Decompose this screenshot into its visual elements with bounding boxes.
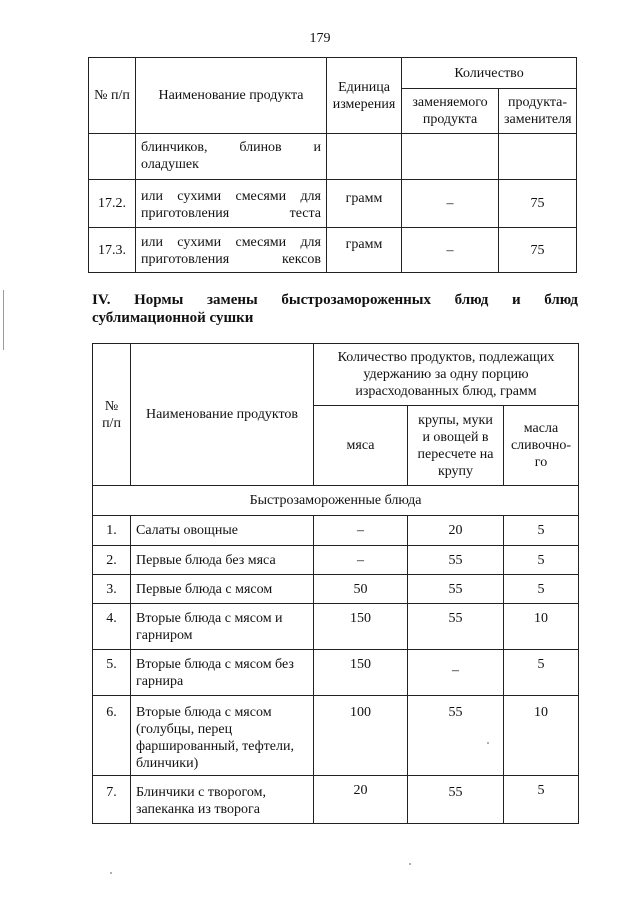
col-header-num: № п/п: [93, 344, 131, 486]
cell-replaced: [402, 134, 499, 180]
col-header-replaced: заменяемого продукта: [402, 89, 499, 134]
cell-num: 5.: [93, 650, 131, 696]
cell-meat: 150: [314, 650, 408, 696]
cell-butter: 5: [504, 650, 579, 696]
col-header-grain: крупы, муки и овощей в пересчете на крупу: [408, 406, 504, 486]
cell-substitute: [499, 134, 577, 180]
cell-name: Салаты овощные: [131, 516, 314, 546]
cell-num: 6.: [93, 696, 131, 776]
col-header-unit: Единица измерения: [327, 58, 402, 134]
section-heading-line1: IV. Нормы замены быстрозамороженных блюд и блюд: [92, 292, 578, 308]
cell-butter: 5: [504, 546, 579, 575]
col-header-butter: масла сливочно-го: [504, 406, 579, 486]
cell-meat: 150: [314, 604, 408, 650]
cell-num: 1.: [93, 516, 131, 546]
table-row: [93, 575, 579, 604]
cell-meat: 20: [314, 776, 408, 824]
cell-meat: 100: [314, 696, 408, 776]
section-heading: [92, 291, 578, 327]
table-row: [93, 516, 579, 546]
col-header-substitute: продукта-заменителя: [499, 89, 577, 134]
col-header-name: Наименование продукта: [136, 58, 327, 134]
cell-grain: 55: [408, 546, 504, 575]
cell-butter: 5: [504, 516, 579, 546]
section-heading-line2: сублимационной сушки: [92, 310, 254, 326]
category-row: Быстрозамороженные блюда: [93, 486, 579, 516]
cell-name: Вторые блюда с мясом (голубцы, перец фаршированный, тефтели, блинчики): [131, 696, 314, 776]
cell-num: 3.: [93, 575, 131, 604]
cell-num: 17.3.: [89, 228, 136, 273]
cell-name: Первые блюда без мяса: [131, 546, 314, 575]
table-row: [93, 546, 579, 575]
table-row: [93, 696, 579, 776]
cell-meat: 50: [314, 575, 408, 604]
cell-unit: грамм: [327, 228, 402, 273]
cell-name: Вторые блюда с мясом без гарнира: [131, 650, 314, 696]
freeze-dried-norms-table: [92, 343, 579, 824]
col-header-num: № п/п: [89, 58, 136, 134]
cell-name: Первые блюда с мясом: [131, 575, 314, 604]
substitution-table: [88, 57, 577, 273]
scan-speck: [110, 872, 112, 874]
cell-unit: грамм: [327, 180, 402, 228]
table-row: [93, 650, 579, 696]
cell-grain: 55: [408, 575, 504, 604]
col-header-meat: мяса: [314, 406, 408, 486]
cell-name: или сухими смесями для приготовления кексов: [136, 228, 327, 273]
cell-grain: 20: [408, 516, 504, 546]
cell-meat: –: [314, 516, 408, 546]
cell-unit: [327, 134, 402, 180]
cell-num: [89, 134, 136, 180]
table-row: [89, 134, 577, 180]
cell-name: Вторые блюда с мясом и гарниром: [131, 604, 314, 650]
table-row: [89, 228, 577, 273]
cell-name: блинчиков, блинов и оладушек: [136, 134, 327, 180]
cell-replaced: –: [402, 180, 499, 228]
cell-grain: 55: [408, 696, 504, 776]
cell-num: 2.: [93, 546, 131, 575]
cell-butter: 5: [504, 575, 579, 604]
cell-substitute: 75: [499, 228, 577, 273]
scan-speck: [409, 863, 411, 865]
cell-name: Блинчики с творогом, запеканка из творога: [131, 776, 314, 824]
col-header-name: Наименование продуктов: [131, 344, 314, 486]
cell-grain: –: [408, 650, 504, 696]
table-row: [93, 604, 579, 650]
col-header-quantity: Количество: [402, 58, 577, 89]
cell-num: 7.: [93, 776, 131, 824]
cell-butter: 5: [504, 776, 579, 824]
cell-grain: 55: [408, 776, 504, 824]
scan-speck: [487, 742, 489, 744]
cell-replaced: –: [402, 228, 499, 273]
table-row: [89, 180, 577, 228]
cell-name: или сухими смесями для приготовления теста: [136, 180, 327, 228]
col-header-group: Количество продуктов, подлежащих удержанию за одну порцию израсходованных блюд, грамм: [314, 344, 579, 406]
cell-butter: 10: [504, 696, 579, 776]
cell-meat: –: [314, 546, 408, 575]
scan-gutter-mark: [3, 290, 4, 350]
cell-grain: 55: [408, 604, 504, 650]
table-row: [93, 776, 579, 824]
cell-butter: 10: [504, 604, 579, 650]
cell-num: 17.2.: [89, 180, 136, 228]
cell-substitute: 75: [499, 180, 577, 228]
page-number: 179: [309, 31, 331, 46]
cell-num: 4.: [93, 604, 131, 650]
